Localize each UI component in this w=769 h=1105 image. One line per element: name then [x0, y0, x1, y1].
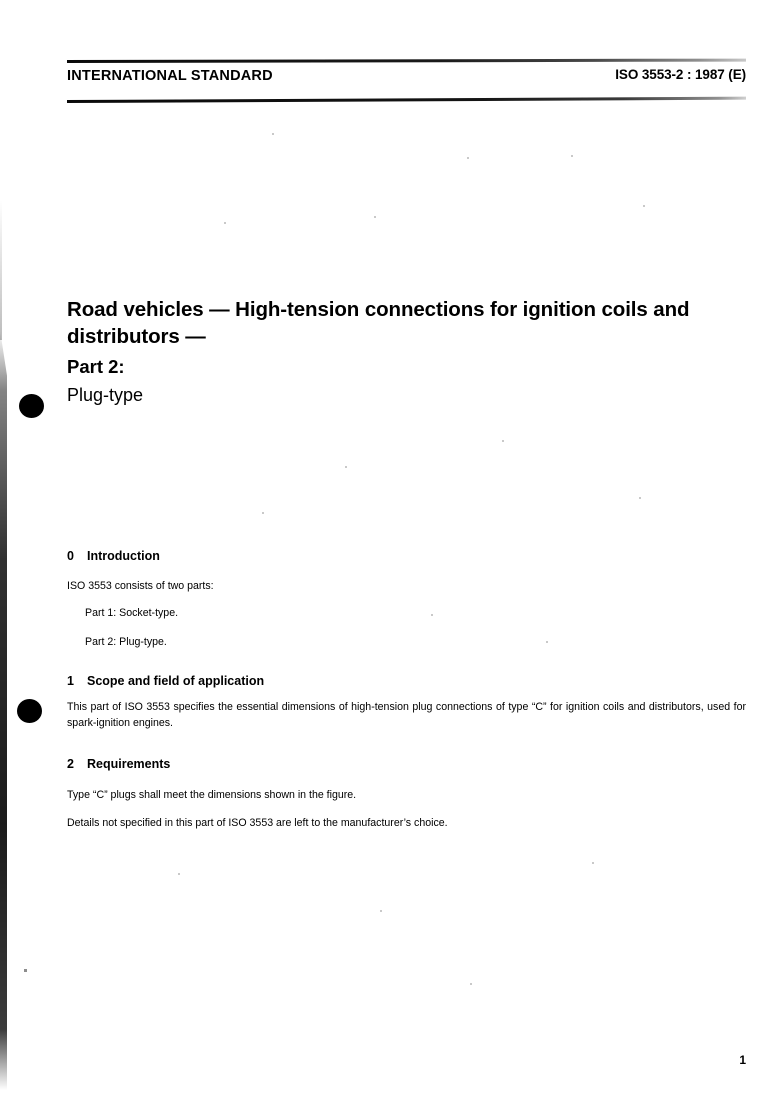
scan-edge-artifact: [0, 330, 7, 1090]
requirements-paragraph-2: Details not specified in this part of ISO 3553 are left to the manufacturer’s choice.: [67, 817, 448, 829]
clause-number: 0: [67, 549, 74, 563]
introduction-lead-text: ISO 3553 consists of two parts:: [67, 580, 214, 592]
scan-speckle: [467, 157, 469, 159]
scan-speckle: [470, 983, 472, 985]
scan-speckle: [272, 133, 274, 135]
margin-ink-blob: [19, 394, 44, 418]
introduction-part-item: Part 1: Socket-type.: [85, 607, 179, 619]
scan-speckle: [502, 440, 504, 442]
scan-speckle: [592, 862, 594, 864]
header-standard-label: INTERNATIONAL STANDARD: [67, 68, 273, 84]
scan-speckle: [643, 205, 645, 207]
scope-paragraph: This part of ISO 3553 specifies the essential dimensions of high-tension plug connections of type “C” for ignition coils and distributors, used for spark-ignition engines.: [67, 701, 746, 730]
scan-speckle: [546, 641, 548, 643]
clause-heading-scope: [67, 674, 264, 688]
requirements-paragraph-1: Type “C” plugs shall meet the dimensions shown in the figure.: [67, 789, 357, 801]
header-standard-number: ISO 3553-2 : 1987 (E): [615, 67, 746, 82]
clause-heading-introduction: [67, 549, 160, 563]
scan-speckle: [639, 497, 641, 499]
clause-number: 1: [67, 674, 74, 688]
scan-speckle: [262, 512, 264, 514]
scan-speckle: [431, 614, 433, 616]
scan-edge-artifact-thin: [0, 200, 2, 340]
scan-speckle: [178, 873, 180, 875]
scan-speckle: [571, 155, 573, 157]
margin-ink-blob: [17, 699, 42, 723]
part-label: Part 2:: [67, 356, 125, 377]
clause-number: 2: [67, 757, 74, 771]
scan-speckle: [224, 222, 226, 224]
introduction-part-item: Part 2: Plug-type.: [85, 636, 167, 648]
header-rule-bottom: [67, 97, 746, 103]
page-title: Road vehicles — High-tension connections for ignition coils and distributors —: [67, 297, 690, 348]
scan-speckle: [374, 216, 376, 218]
scan-speckle: [380, 910, 382, 912]
clause-title: Scope and field of application: [87, 674, 265, 688]
clause-title: Requirements: [87, 757, 171, 771]
header-rule-top: [67, 59, 746, 63]
scan-speckle: [24, 969, 27, 972]
scan-speckle: [345, 466, 347, 468]
clause-heading-requirements: [67, 757, 170, 771]
part-subtitle: Plug-type: [67, 385, 144, 405]
clause-title: Introduction: [87, 549, 160, 563]
page-number: 1: [739, 1053, 746, 1067]
